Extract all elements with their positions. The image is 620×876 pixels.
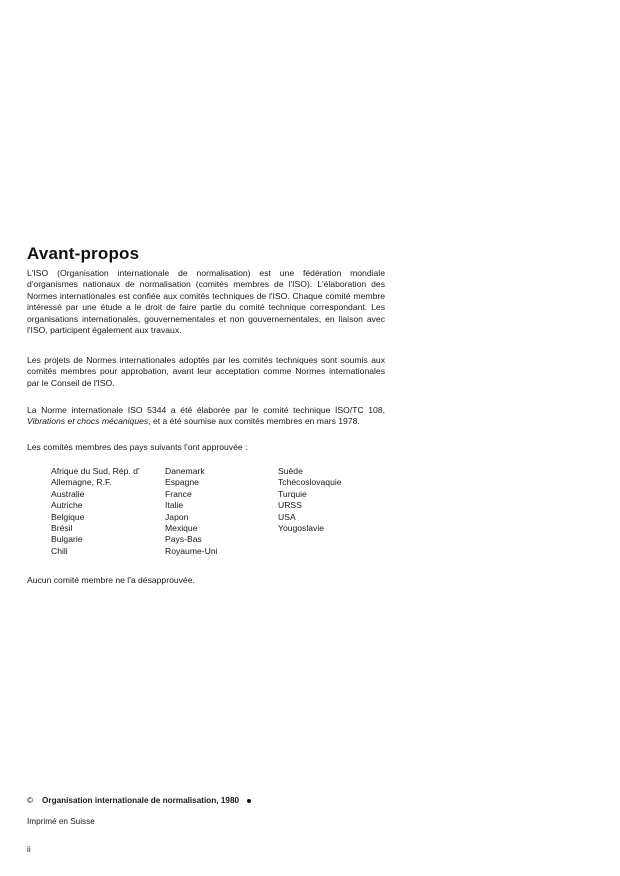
- paragraph-approvals-intro: Les comités membres des pays suivants l'ont approuvée :: [27, 442, 248, 452]
- country-item: Yougoslavie: [278, 523, 325, 534]
- country-item: Chili: [51, 545, 68, 556]
- country-item: Suède: [278, 466, 303, 476]
- country-item: Royaume-Uni: [165, 545, 218, 556]
- copyright-line: [27, 796, 251, 805]
- country-item: Afrique du Sud, Rép. d': [51, 466, 140, 476]
- page-title: Avant-propos: [27, 244, 140, 263]
- paragraph-draft-approval: Les projets de Normes internationales adoptés par les comités techniques sont soumis aux comités membres pour approbation, avant leur acceptation comme Normes internationales par le Conseil de l'ISO.: [27, 355, 385, 388]
- country-item: Italie: [165, 500, 184, 511]
- country-item: Autriche: [51, 500, 83, 511]
- country-column-1: [51, 466, 140, 557]
- bullet-dot-icon: [247, 799, 251, 803]
- country-item: Australie: [51, 488, 85, 499]
- paragraph-iso-intro: L'ISO (Organisation internationale de normalisation) est une fédération mondiale d'organismes nationaux de normalisation (comités membres de l'ISO). L'élaboration des Normes internationales est confiée aux comités techniques de l'ISO. Chaque comité membre intéressé par une étude a le droit de faire partie du comité technique correspondant. Les organisations internationales, gouvernementales et non gouvernementales, en liaison avec l'ISO, participent également aux travaux.: [27, 268, 385, 336]
- country-item: Allemagne, R.F.: [51, 477, 112, 488]
- copyright-text: Organisation internationale de normalisation, 1980: [42, 796, 240, 805]
- country-item: Turquie: [278, 488, 307, 499]
- country-item: France: [165, 488, 192, 499]
- page-number: ii: [27, 845, 31, 854]
- country-item: Espagne: [165, 477, 199, 488]
- country-item: Belgique: [51, 511, 85, 522]
- committee-title: Vibrations et chocs mécaniques: [27, 416, 149, 427]
- paragraph-standard-origin: [27, 405, 385, 428]
- country-item: Brésil: [51, 523, 73, 534]
- country-column-3: [278, 466, 342, 534]
- country-item: Bulgarie: [51, 534, 83, 545]
- country-item: Japon: [165, 511, 189, 522]
- country-item: USA: [278, 511, 296, 522]
- country-item: Tchécoslovaquie: [278, 477, 342, 488]
- country-column-2: [165, 466, 218, 557]
- standard-origin-text: La Norme internationale ISO 5344 a été élaborée par le comité technique ISO/TC 108,: [27, 405, 385, 415]
- country-item: URSS: [278, 500, 302, 511]
- standard-origin-text-end: , et a été soumise aux comités membres en mars 1978.: [148, 416, 360, 427]
- copyright-icon: ©: [27, 796, 34, 805]
- country-item: Pays-Bas: [165, 534, 202, 545]
- country-item: Danemark: [165, 466, 205, 476]
- paragraph-no-disapproval: Aucun comité membre ne l'a désapprouvée.: [27, 575, 195, 585]
- country-item: Mexique: [165, 523, 198, 534]
- printed-in-text: Imprimé en Suisse: [27, 817, 95, 826]
